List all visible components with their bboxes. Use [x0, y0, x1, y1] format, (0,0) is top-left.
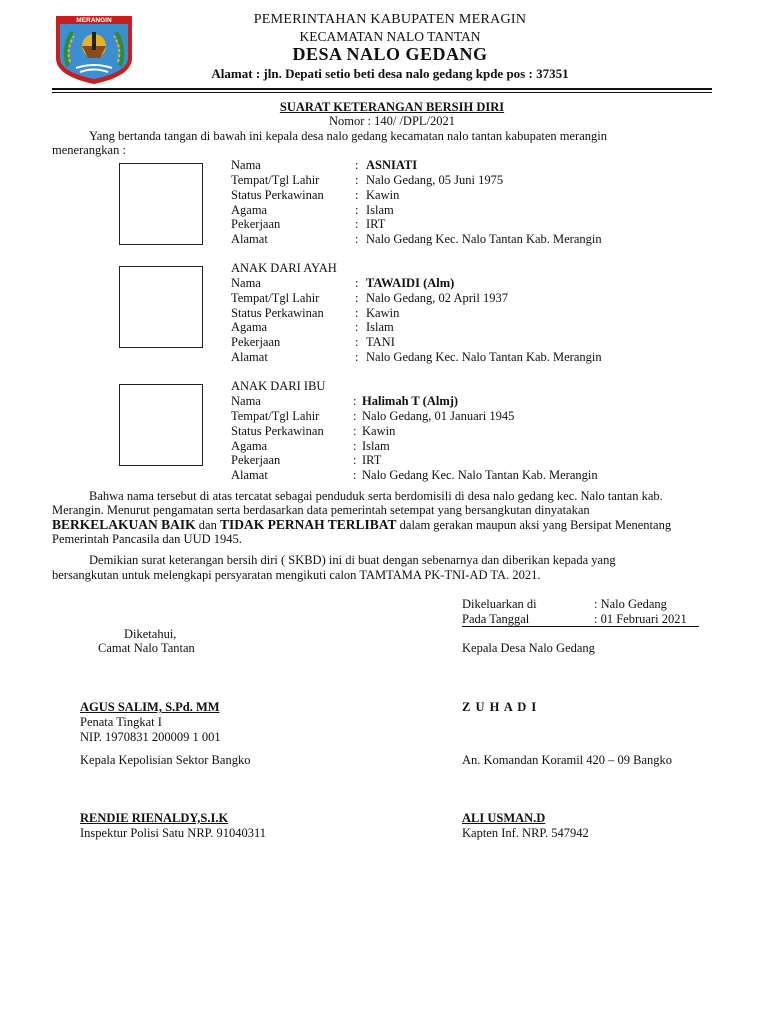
field-value: Nalo Gedang Kec. Nalo Tantan Kab. Merangin [362, 468, 598, 482]
field-colon: : [355, 173, 359, 187]
field-colon: : [355, 276, 359, 290]
issued-date-value: : 01 Februari 2021 [594, 612, 687, 626]
father-heading: ANAK DARI AYAH [231, 261, 337, 275]
field-colon: : [353, 453, 357, 467]
issued-date-line [462, 612, 699, 627]
koramil-name: ALI USMAN.D [462, 811, 546, 825]
issued-place-value: : Nalo Gedang [594, 597, 667, 611]
field-label: Tempat/Tgl Lahir [231, 173, 320, 187]
bold-phrase-good-conduct: BERKELAKUAN BAIK [52, 517, 196, 532]
body-p1-line-4: Pemerintah Pancasila dan UUD 1945. [52, 532, 242, 546]
logo-text: MERANGIN [76, 17, 112, 24]
field-value: TANI [366, 335, 395, 349]
field-label: Alamat [231, 468, 268, 482]
photo-box-mother [119, 384, 203, 466]
field-value: Islam [362, 439, 390, 453]
body-p1-line-3-rest: dalam gerakan maupun aksi yang Bersipat Menentang [396, 518, 672, 532]
kapolsek-title: Kepala Kepolisian Sektor Bangko [80, 753, 251, 767]
regency-name: PEMERINTAHAN KABUPATEN MERAGIN [253, 12, 527, 27]
issued-place-label: Dikeluarkan di [462, 597, 537, 611]
letter-number: Nomor : 140/ /DPL/2021 [328, 114, 456, 128]
field-colon: : [355, 350, 359, 364]
field-label: Status Perkawinan [231, 424, 324, 438]
body-p1-line-3 [52, 517, 671, 533]
field-colon: : [353, 394, 357, 408]
photo-box-father [119, 266, 203, 348]
field-label: Agama [231, 203, 268, 217]
field-colon: : [355, 217, 359, 231]
field-colon: : [355, 203, 359, 217]
regency-logo [52, 12, 136, 86]
field-label: Status Perkawinan [231, 306, 324, 320]
office-address: Alamat : jln. Depati setio beti desa nalo gedang kpde pos : 37351 [211, 66, 569, 81]
field-value: IRT [366, 217, 386, 231]
field-label: Tempat/Tgl Lahir [231, 409, 320, 423]
field-value: Kawin [362, 424, 396, 438]
intro-line-1: Yang bertanda tangan di bawah ini kepala desa nalo gedang kecamatan nalo tantan kabupaten merangin [89, 129, 607, 143]
photo-box-person [119, 163, 203, 245]
koramil-nrp: Kapten Inf. NRP. 547942 [462, 826, 589, 840]
camat-title: Camat Nalo Tantan [98, 641, 195, 655]
field-label: Tempat/Tgl Lahir [231, 291, 320, 305]
field-colon: : [355, 158, 359, 172]
header-rule-thin [52, 92, 712, 93]
field-value: TAWAIDI (Alm) [366, 276, 455, 290]
field-colon: : [355, 306, 359, 320]
field-colon: : [355, 232, 359, 246]
issued-date-label: Pada Tanggal [462, 612, 530, 626]
bold-phrase-not-involved: TIDAK PERNAH TERLIBAT [219, 517, 397, 532]
koramil-title: An. Komandan Koramil 420 – 09 Bangko [462, 753, 673, 767]
field-value: IRT [362, 453, 382, 467]
body-p2-line-1: Demikian surat keterangan bersih diri ( SKBD) ini di buat dengan sebenarnya dan diberikan kepada yang [89, 553, 616, 567]
field-value: Islam [366, 203, 394, 217]
known-label: Diketahui, [124, 627, 177, 641]
field-value: Nalo Gedang, 02 April 1937 [366, 291, 508, 305]
field-value: Kawin [366, 306, 400, 320]
field-label: Status Perkawinan [231, 188, 324, 202]
field-colon: : [355, 320, 359, 334]
field-value: Nalo Gedang Kec. Nalo Tantan Kab. Merangin [366, 232, 602, 246]
camat-nip: NIP. 1970831 200009 1 001 [80, 730, 221, 744]
field-colon: : [353, 409, 357, 423]
field-label: Agama [231, 320, 268, 334]
header-rule-thick [52, 88, 712, 90]
kades-name: Z U H A D I [462, 700, 538, 714]
field-colon: : [353, 439, 357, 453]
mother-heading: ANAK DARI IBU [231, 379, 326, 393]
field-label: Alamat [231, 232, 268, 246]
field-value: Nalo Gedang, 01 Januari 1945 [362, 409, 515, 423]
body-conjunction: dan [195, 518, 220, 532]
field-value: Kawin [366, 188, 400, 202]
camat-name: AGUS SALIM, S.Pd. MM [80, 700, 220, 714]
field-label: Nama [231, 394, 261, 408]
field-colon: : [355, 188, 359, 202]
body-p1-line-2: Merangin. Menurut pengamatan serta berdasarkan data pemerintah setempat yang bersangkutan dinyatakan [52, 503, 590, 517]
field-value: ASNIATI [366, 158, 418, 172]
field-colon: : [355, 335, 359, 349]
field-colon: : [353, 468, 357, 482]
district-name: KECAMATAN NALO TANTAN [299, 29, 481, 44]
field-label: Nama [231, 276, 261, 290]
village-name: DESA NALO GEDANG [292, 44, 488, 64]
field-label: Pekerjaan [231, 335, 281, 349]
field-value: Nalo Gedang, 05 Juni 1975 [366, 173, 504, 187]
kapolsek-name: RENDIE RIENALDY,S.I.K [80, 811, 229, 825]
intro-line-2: menerangkan : [52, 143, 126, 157]
field-value: Halimah T (Almj) [362, 394, 459, 408]
field-label: Nama [231, 158, 261, 172]
field-colon: : [353, 424, 357, 438]
letter-title: SUARAT KETERANGAN BERSIH DIRI [279, 100, 505, 114]
field-label: Pekerjaan [231, 217, 281, 231]
field-label: Agama [231, 439, 268, 453]
field-label: Alamat [231, 350, 268, 364]
field-value: Islam [366, 320, 394, 334]
field-label: Pekerjaan [231, 453, 281, 467]
field-value: Nalo Gedang Kec. Nalo Tantan Kab. Merangin [366, 350, 602, 364]
body-p1-line-1: Bahwa nama tersebut di atas tercatat sebagai penduduk serta berdomisili di desa nalo gedang kec. Nalo tantan kab. [89, 489, 663, 503]
kades-title: Kepala Desa Nalo Gedang [462, 641, 595, 655]
body-p2-line-2: bersangkutan untuk melengkapi persyaratan mengikuti calon TAMTAMA PK-TNI-AD TA. 2021. [52, 568, 541, 582]
kapolsek-nrp: Inspektur Polisi Satu NRP. 91040311 [80, 826, 267, 840]
camat-rank: Penata Tingkat I [80, 715, 162, 729]
field-colon: : [355, 291, 359, 305]
